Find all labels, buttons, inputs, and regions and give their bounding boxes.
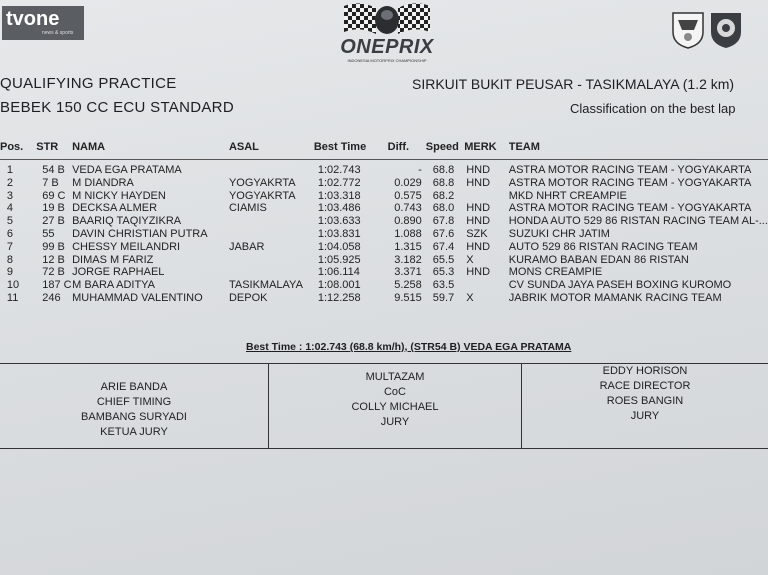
cell-pos: 3 <box>6 189 14 202</box>
cell-nama: M DIANDRA <box>72 176 134 189</box>
signer-role: KETUA JURY <box>100 426 168 438</box>
cell-nama: VEDA EGA PRATAMA <box>72 164 182 176</box>
cell-team: AUTO 529 86 RISTAN RACING TEAM <box>508 240 698 253</box>
cell-best: 1:03.486 <box>317 202 361 215</box>
cell-diff: 5.258 <box>394 279 422 292</box>
cell-nama: DECKSA ALMER <box>72 202 158 215</box>
cell-speed: 68.2 <box>432 189 455 202</box>
signature-box-1 <box>0 364 269 448</box>
federation-emblem-icon <box>670 10 706 50</box>
cell-diff: 1.315 <box>394 240 422 253</box>
header-merk: MERK <box>464 141 497 153</box>
cell-best: 1:06.114 <box>317 266 360 279</box>
cell-nama: DAVIN CHRISTIAN PUTRA <box>72 227 208 240</box>
cell-best: 1:03.831 <box>317 227 361 240</box>
cell-merk: X <box>466 291 474 304</box>
signer-name: ARIE BANDA <box>100 381 168 393</box>
results-table <box>0 138 768 305</box>
cell-str: 72 B <box>42 266 65 279</box>
cell-merk <box>464 190 509 203</box>
cell-str: 55 <box>42 227 55 240</box>
cell-merk: HND <box>466 215 491 228</box>
cell-speed: 65.5 <box>432 253 455 266</box>
cell-diff: 0.743 <box>394 202 422 215</box>
table-header <box>0 138 768 156</box>
session-title: QUALIFYING PRACTICE <box>0 75 177 92</box>
cell-asal <box>229 164 314 177</box>
cell-team: ASTRA MOTOR RACING TEAM - YOGYAKARTA <box>508 202 752 215</box>
cell-speed: 67.8 <box>432 215 455 228</box>
table-row <box>0 241 768 254</box>
cell-diff: 0.029 <box>394 176 422 189</box>
cell-best: 1:12.258 <box>317 291 361 304</box>
cell-diff: 1.088 <box>394 227 422 240</box>
cell-asal: DEPOK <box>228 291 268 304</box>
cell-team: JABRIK MOTOR MAMANK RACING TEAM <box>508 291 722 304</box>
cell-team: ASTRA MOTOR RACING TEAM - YOGYAKARTA <box>508 176 752 189</box>
cell-merk: HND <box>466 176 491 189</box>
cell-merk: HND <box>466 202 491 215</box>
header-str: STR <box>36 141 59 153</box>
cell-merk: HND <box>466 266 491 279</box>
best-time-summary: Best Time : 1:02.743 (68.8 km/h), (STR54 B) VEDA EGA PRATAMA <box>246 341 572 353</box>
cell-merk: HND <box>466 240 491 253</box>
cell-nama: CHESSY MEILANDRI <box>72 240 181 253</box>
table-row <box>0 190 768 203</box>
header-best: Best Time <box>313 141 367 153</box>
cell-merk: X <box>466 253 474 266</box>
brand-name: ONEPRIX <box>340 36 434 58</box>
signer-name: BAMBANG SURYADI <box>81 411 187 423</box>
cell-asal: YOGYAKRTA <box>228 189 296 202</box>
cell-best: 1:03.318 <box>317 189 361 202</box>
cell-pos: 8 <box>6 253 14 266</box>
cell-asal <box>229 215 314 228</box>
header-team: TEAM <box>508 141 540 153</box>
cell-team: MKD NHRT CREAMPIE <box>508 189 627 202</box>
cell-speed: 67.6 <box>432 227 455 240</box>
cell-str: 19 B <box>42 202 65 215</box>
cell-speed: 68.8 <box>432 164 455 176</box>
cell-asal <box>229 254 314 267</box>
cell-str: 12 B <box>42 253 65 266</box>
cell-str: 54 B <box>42 164 65 176</box>
cell-str: 7 B <box>42 176 59 189</box>
header-divider <box>0 159 768 160</box>
cell-pos: 1 <box>6 164 14 176</box>
header-diff: Diff. <box>387 141 410 153</box>
cell-str: 187 C <box>42 279 72 292</box>
cell-pos: 2 <box>6 176 14 189</box>
cell-merk: SZK <box>466 227 488 240</box>
cell-speed: 68.8 <box>432 176 455 189</box>
signature-box-2 <box>269 364 522 448</box>
cell-str: 99 B <box>42 240 65 253</box>
cell-team: SUZUKI CHR JATIM <box>508 227 610 240</box>
table-row <box>0 215 768 228</box>
cell-nama: BAARIQ TAQIYZIKRA <box>72 215 182 228</box>
signer-role: CHIEF TIMING <box>96 396 172 408</box>
cell-diff: 0.890 <box>394 215 422 228</box>
cell-asal <box>229 266 314 279</box>
cell-diff: 0.575 <box>394 189 422 202</box>
cell-pos: 10 <box>6 279 20 292</box>
cell-pos: 6 <box>6 227 14 240</box>
cell-asal: YOGYAKRTA <box>228 176 296 189</box>
brand-subtitle: INDONESIA MOTORPRIX CHAMPIONSHIP <box>347 58 427 63</box>
cell-diff: 3.182 <box>394 253 422 266</box>
cell-nama: M BARA ADITYA <box>72 279 156 292</box>
cell-str: 27 B <box>42 215 65 228</box>
signer-role: RACE DIRECTOR <box>599 380 691 392</box>
cell-nama: DIMAS M FARIZ <box>72 253 154 266</box>
cell-team: HONDA AUTO 529 86 RISTAN RACING TEAM AL-... <box>508 215 768 228</box>
signature-panel <box>0 363 768 449</box>
channel-tagline: news & sports <box>42 30 74 36</box>
imi-emblem-icon <box>708 10 744 50</box>
table-row <box>0 164 768 177</box>
signature-box-3 <box>522 364 768 448</box>
cell-best: 1:03.633 <box>317 215 361 228</box>
cell-pos: 9 <box>6 266 14 279</box>
table-row <box>0 266 768 279</box>
cell-pos: 7 <box>6 240 14 253</box>
table-row <box>0 202 768 215</box>
cell-diff: 3.371 <box>394 266 422 279</box>
signer-name: MULTAZAM <box>365 371 425 383</box>
signer-role: JURY <box>380 416 410 428</box>
cell-speed: 59.7 <box>432 291 455 304</box>
header-pos: Pos. <box>0 141 24 153</box>
cell-asal <box>229 228 314 241</box>
signer-role: CoC <box>383 386 406 398</box>
cell-team: CV SUNDA JAYA PASEH BOXING KUROMO <box>508 279 732 292</box>
cell-speed: 63.5 <box>432 279 455 292</box>
cell-str: 246 <box>42 291 61 304</box>
cell-speed: 67.4 <box>432 240 455 253</box>
header-speed: Speed <box>425 141 459 153</box>
cell-best: 1:05.925 <box>317 253 361 266</box>
cell-best: 1:02.743 <box>317 164 361 176</box>
header-nama: NAMA <box>72 141 106 153</box>
cell-speed: 65.3 <box>432 266 455 279</box>
table-row <box>0 292 768 305</box>
cell-team: KURAMO BABAN EDAN 86 RISTAN <box>508 253 689 266</box>
cell-speed: 68.0 <box>432 202 455 215</box>
cell-best: 1:04.058 <box>317 240 361 253</box>
signer-name: EDDY HORISON <box>602 365 688 377</box>
signer-name: COLLY MICHAEL <box>351 401 439 413</box>
cell-asal: TASIKMALAYA <box>228 279 303 292</box>
class-title: BEBEK 150 CC ECU STANDARD <box>0 99 234 116</box>
table-row <box>0 228 768 241</box>
channel-logo-text: tvone <box>6 8 60 30</box>
oneprix-logo <box>322 0 452 66</box>
cell-pos: 11 <box>6 291 19 304</box>
cell-best: 1:02.772 <box>317 176 361 189</box>
signer-role: JURY <box>630 410 660 422</box>
circuit-name: SIRKUIT BUKIT PEUSAR - TASIKMALAYA (1.2 km) <box>412 76 735 92</box>
cell-best: 1:08.001 <box>317 279 361 292</box>
header-asal: ASAL <box>228 141 259 153</box>
cell-str: 69 C <box>42 189 66 202</box>
cell-nama: M NICKY HAYDEN <box>72 189 166 202</box>
classification-note: Classification on the best lap <box>570 101 736 116</box>
cell-pos: 4 <box>6 202 14 215</box>
table-row <box>0 177 768 190</box>
cell-nama: MUHAMMAD VALENTINO <box>72 291 203 304</box>
tvone-logo <box>2 6 84 40</box>
cell-nama: JORGE RAPHAEL <box>72 266 165 279</box>
cell-team: MONS CREAMPIE <box>508 266 603 279</box>
cell-pos: 5 <box>6 215 14 228</box>
cell-merk <box>464 279 509 292</box>
table-row <box>0 279 768 292</box>
results-body <box>0 164 768 305</box>
cell-asal: JABAR <box>228 240 265 253</box>
cell-merk: HND <box>466 164 491 176</box>
cell-team: ASTRA MOTOR RACING TEAM - YOGYAKARTA <box>508 164 752 176</box>
cell-diff: - <box>418 164 422 176</box>
cell-diff: 9.515 <box>394 291 422 304</box>
table-row <box>0 254 768 267</box>
cell-asal: CIAMIS <box>228 202 267 215</box>
checkered-flag-icon <box>340 0 434 36</box>
signer-name: ROES BANGIN <box>606 395 684 407</box>
